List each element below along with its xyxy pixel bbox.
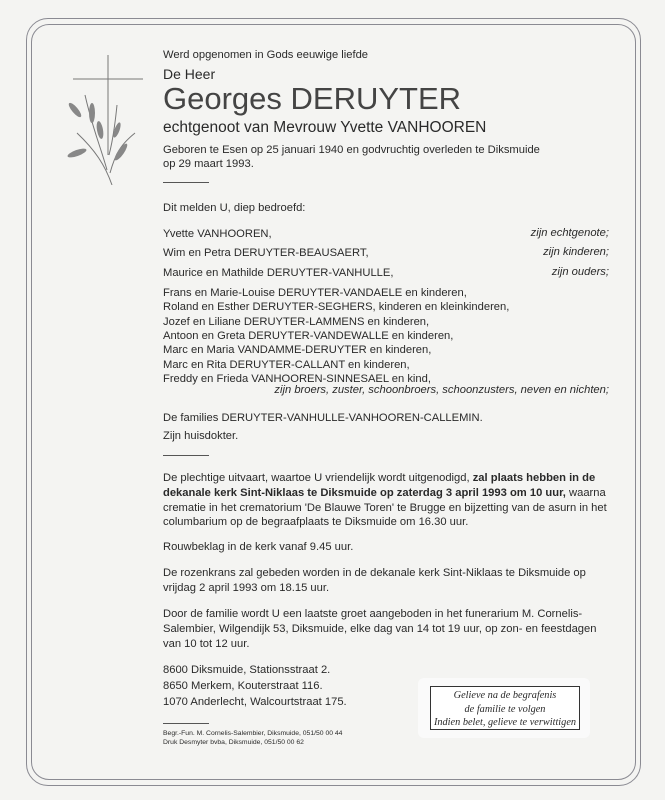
divider [163, 182, 209, 183]
sibling-line: Jozef en Liliane DERUYTER-LAMMENS en kinderen, [163, 315, 430, 328]
sibling-line: Roland en Esther DERUYTER-SEGHERS, kinderen en kleinkinderen, [163, 301, 510, 314]
relative-name: Yvette VANHOOREN, [163, 228, 272, 240]
birth-line: Geboren te Esen op 25 januari 1940 en godvruchtig overleden te Diksmuide [163, 144, 540, 156]
announce-text: Dit melden U, diep bedroefd: [163, 202, 306, 214]
relative-relation: zijn kinderen; [543, 246, 609, 258]
condolence-text: Rouwbeklag in de kerk vanaf 9.45 uur. [163, 541, 354, 553]
relative-relation: zijn ouders; [551, 266, 609, 278]
divider [163, 455, 209, 456]
doctor-text: Zijn huisdokter. [163, 430, 239, 442]
intro-text: Werd opgenomen in Gods eeuwige liefde [163, 49, 369, 61]
cross-branch-icon [55, 55, 145, 185]
relative-relation: zijn echtgenote; [530, 227, 609, 239]
relative-name: Wim en Petra DERUYTER-BEAUSAERT, [163, 247, 369, 259]
sibling-line: Freddy en Frieda VANHOOREN-SINNESAEL en kind, [163, 372, 431, 385]
sibling-line: Marc en Maria VANDAMME-DERUYTER en kinderen, [163, 344, 432, 357]
spouse-line: echtgenoot van Mevrouw Yvette VANHOOREN [163, 119, 487, 136]
footer-line: Druk Desmyter bvba, Diksmuide, 051/50 00 62 [163, 739, 304, 746]
families-text: De families DERUYTER-VANHULLE-VANHOOREN-CALLEMIN. [163, 412, 483, 424]
notice-line: Gelieve na de begrafenis [453, 690, 557, 701]
funeral-paragraph [163, 471, 613, 530]
funeral-text: De plechtige uitvaart, waartoe U vriendelijk wordt uitgenodigd, [163, 472, 473, 484]
notice-box [430, 686, 580, 730]
sibling-line: Antoon en Greta DERUYTER-VANDEWALLE en kinderen, [163, 329, 454, 342]
sibling-line: Frans en Marie-Louise DERUYTER-VANDAELE en kinderen, [163, 287, 467, 299]
notice-line: Indien belet, gelieve te verwittigen [433, 717, 577, 728]
birth-line: op 29 maart 1993. [163, 158, 254, 170]
title-text: De Heer [163, 66, 216, 82]
funeral-text: waarna crematie in het crematorium 'De Blauwe Toren' te Brugge en bijzetting van de asurn in het columbarium op de begraafplaats te Diksmuide om 16.30 uur. [163, 486, 607, 529]
address: 8650 Merkem, Kouterstraat 116. [163, 680, 323, 692]
funeral-time-text: zal plaats hebben in de dekanale kerk Sint-Niklaas te Diksmuide op zaterdag 3 april 1993 om 10 uur, [163, 472, 596, 499]
rosary-text: De rozenkrans zal gebeden worden in de dekanale kerk Sint-Niklaas te Diksmuide op vrijdag 2 april 1993 om 18.15 uur. [163, 567, 586, 594]
notice-line: de familie te volgen [464, 703, 546, 715]
divider [163, 723, 209, 724]
relative-name: Maurice en Mathilde DERUYTER-VANHULLE, [163, 267, 394, 279]
deceased-name: Georges DERUYTER [163, 81, 462, 116]
farewell-text: Door de familie wordt U een laatste groet aangeboden in het funerarium M. Cornelis-Salembier, Wilgendijk 53, Diksmuide, elke dag van 14 tot 19 uur, op zon- en feestdagen van 10 tot 12 uur. [163, 608, 597, 650]
address: 1070 Anderlecht, Walcourtstraat 175. [163, 696, 347, 708]
address: 8600 Diksmuide, Stationsstraat 2. [163, 664, 331, 676]
sibling-line: Marc en Rita DERUYTER-CALLANT en kinderen, [163, 358, 410, 371]
footer-line: Begr.-Fun. M. Cornelis-Salembier, Diksmuide, 051/50 00 44 [163, 730, 343, 737]
siblings-relation: zijn broers, zuster, schoonbroers, schoonzusters, neven en nichten; [274, 384, 609, 396]
